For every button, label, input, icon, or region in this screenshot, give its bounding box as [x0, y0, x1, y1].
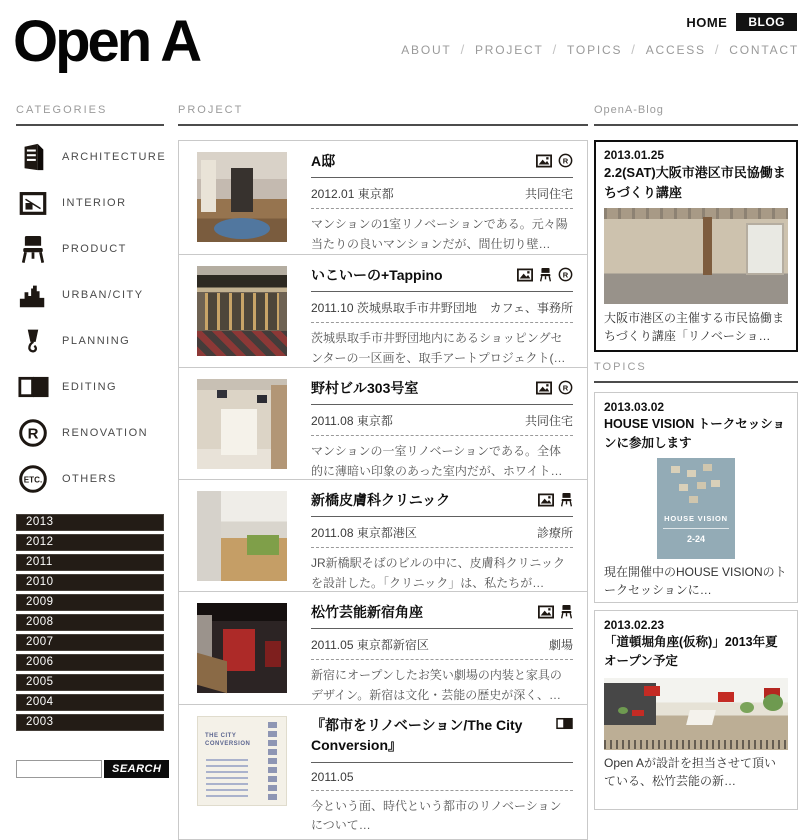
- sidebar-item-others[interactable]: [16, 456, 168, 502]
- project-title-link[interactable]: いこいーの+Tappino: [311, 267, 443, 283]
- chair-icon: [560, 604, 573, 619]
- blog-entry-date: 2013.01.25: [604, 148, 665, 162]
- project-thumbnail[interactable]: [197, 266, 287, 356]
- chair-icon: [560, 492, 573, 507]
- project-description: JR新橋駅そばのビルの中に、皮膚科クリニックを設計した。「クリニック」は、私たちが…: [311, 556, 565, 590]
- sidebar-item-urban-city[interactable]: [16, 272, 168, 318]
- category-label: PLANNING: [62, 335, 131, 347]
- search-area: [16, 760, 169, 778]
- image-icon: [538, 605, 554, 619]
- renovation-r-icon: [558, 380, 573, 395]
- renovation-r-icon: [558, 267, 573, 282]
- project-title-link[interactable]: A邸: [311, 153, 336, 169]
- year-filter-2010[interactable]: 2010: [16, 574, 164, 591]
- blog-entry-excerpt: 大阪市港区の主催する市民協働まちづくり講座「リノベーショ…: [604, 311, 785, 344]
- nav-separator: /: [714, 42, 721, 57]
- sidebar-item-editing[interactable]: [16, 364, 168, 410]
- year-filter-2011[interactable]: 2011: [16, 554, 164, 571]
- topic-excerpt: Open Aが設計を担当させて頂いている、松竹芸能の新…: [604, 755, 777, 788]
- sidebar-item-product[interactable]: [16, 226, 168, 272]
- category-label: RENOVATION: [62, 427, 149, 439]
- project-title-link[interactable]: 『都市をリノベーション/The City Conversion』: [311, 717, 523, 754]
- project-date-location: 2011.05: [311, 769, 354, 784]
- blog-button[interactable]: BLOG: [736, 13, 797, 31]
- blog-entry-title[interactable]: 2.2(SAT)大阪市港区市民協働まちづくり講座: [604, 165, 786, 201]
- category-label: URBAN/CITY: [62, 289, 144, 301]
- image-icon: [536, 381, 552, 395]
- project-category: 共同住宅: [524, 187, 573, 202]
- project-date-location: 2011.08 東京都港区: [311, 526, 417, 541]
- project-thumbnail[interactable]: [197, 603, 287, 693]
- category-label: OTHERS: [62, 473, 117, 485]
- category-label: INTERIOR: [62, 197, 127, 209]
- search-input[interactable]: [16, 760, 102, 778]
- project-thumbnail[interactable]: [197, 491, 287, 581]
- poster-date-text: 2-24: [686, 533, 705, 544]
- etc-icon: [16, 462, 50, 496]
- main-nav: [401, 42, 799, 57]
- year-filter-2003[interactable]: 2003: [16, 714, 164, 731]
- year-filter-2009[interactable]: 2009: [16, 594, 164, 611]
- nav-project[interactable]: PROJECT: [474, 43, 544, 57]
- category-label: ARCHITECTURE: [62, 151, 167, 163]
- year-filter-2005[interactable]: 2005: [16, 674, 164, 691]
- categories-heading: CATEGORIES: [16, 104, 164, 126]
- nav-access[interactable]: ACCESS: [645, 43, 706, 57]
- year-filter-2004[interactable]: 2004: [16, 694, 164, 711]
- project-category: 劇場: [548, 638, 573, 653]
- clip-icon: [16, 324, 50, 358]
- project-category: 診療所: [536, 526, 573, 541]
- open-book-icon: [556, 717, 573, 730]
- city-icon: [16, 278, 50, 312]
- project-list: [178, 140, 588, 840]
- nav-topics[interactable]: TOPICS: [567, 43, 623, 57]
- project-description: 今という面、時代という都市のリノベーションについて…: [311, 798, 562, 833]
- project-row[interactable]: [179, 591, 587, 704]
- project-title-link[interactable]: 新橋皮膚科クリニック: [311, 492, 451, 508]
- interior-icon: [16, 186, 50, 220]
- project-row[interactable]: [179, 367, 587, 479]
- blog-entry-photo: [604, 208, 788, 304]
- project-description: 新宿にオープンしたお笑い劇場の内装と家具のデザイン。新宿は文化・芸能の歴史が深く、…: [311, 668, 562, 702]
- project-row[interactable]: [179, 141, 587, 254]
- project-description: マンションの1室リノベーションである。元々陽当たりの良いマンションだが、間仕切り壁…: [311, 217, 568, 251]
- home-button[interactable]: HOME: [686, 14, 728, 30]
- site-logo[interactable]: Open A: [13, 9, 200, 74]
- nav-separator: /: [631, 42, 637, 57]
- poster-title-text: HOUSE VISION: [664, 513, 728, 523]
- year-filter-2007[interactable]: 2007: [16, 634, 164, 651]
- topic-poster-image: [657, 458, 735, 559]
- blog-heading: OpenA-Blog: [594, 104, 798, 126]
- category-label: EDITING: [62, 381, 118, 393]
- year-filter-2013[interactable]: 2013: [16, 514, 164, 531]
- category-label: PRODUCT: [62, 243, 127, 255]
- year-filter-2012[interactable]: 2012: [16, 534, 164, 551]
- topics-heading: TOPICS: [594, 361, 798, 383]
- topic-entry[interactable]: [594, 392, 798, 603]
- project-category: 共同住宅: [524, 414, 573, 429]
- nav-separator: /: [460, 42, 466, 57]
- project-date-location: 2011.05 東京都新宿区: [311, 638, 429, 653]
- topic-rendering-image: [604, 678, 788, 750]
- sidebar-item-renovation[interactable]: [16, 410, 168, 456]
- project-description: マンションの一室リノベーションである。全体的に薄暗い印象のあった室内だが、ホワイト…: [311, 444, 563, 478]
- topic-entry[interactable]: [594, 610, 798, 810]
- project-title-link[interactable]: 野村ビル303号室: [311, 380, 419, 396]
- project-thumbnail[interactable]: [197, 379, 287, 469]
- project-date-location: 2011.10 茨城県取手市井野団地: [311, 301, 477, 316]
- topic-date: 2013.03.02: [604, 400, 665, 414]
- year-filter-2008[interactable]: 2008: [16, 614, 164, 631]
- nav-about[interactable]: ABOUT: [401, 43, 452, 57]
- project-thumbnail[interactable]: [197, 152, 287, 242]
- project-category: カフェ、事務所: [489, 301, 573, 316]
- year-filter-2006[interactable]: 2006: [16, 654, 164, 671]
- image-icon: [538, 493, 554, 507]
- topic-excerpt: 現在開催中のHOUSE VISIONのトークセッションに…: [604, 564, 787, 597]
- topic-title[interactable]: 「道頓堀角座(仮称)」2013年夏オープン予定: [604, 635, 778, 669]
- project-thumbnail[interactable]: [197, 716, 287, 806]
- project-row[interactable]: [179, 254, 587, 367]
- open-book-icon: [16, 370, 50, 404]
- image-icon: [536, 154, 552, 168]
- blog-entry[interactable]: [594, 140, 798, 352]
- sidebar-item-interior[interactable]: [16, 180, 168, 226]
- sidebar-item-planning[interactable]: [16, 318, 168, 364]
- topic-date: 2013.02.23: [604, 618, 665, 632]
- project-date-location: 2012.01 東京都: [311, 187, 394, 202]
- book-cover-text: THE CITY CONVERSION: [205, 733, 251, 748]
- topbar: [686, 13, 797, 31]
- renovation-r-icon: [558, 153, 573, 168]
- project-title-link[interactable]: 松竹芸能新宿角座: [311, 604, 423, 620]
- chair-icon: [539, 267, 552, 282]
- project-heading: PROJECT: [178, 104, 588, 126]
- project-description: 茨城県取手市井野団地内にあるショッピングセンターの一区画を、取手アートプロジェクト(…: [311, 331, 566, 365]
- search-button[interactable]: SEARCH: [104, 760, 169, 778]
- building-icon: [16, 140, 50, 174]
- project-row[interactable]: [179, 704, 587, 834]
- image-icon: [517, 268, 533, 282]
- topic-title[interactable]: HOUSE VISION トークセッションに参加します: [604, 417, 786, 451]
- nav-contact[interactable]: CONTACT: [729, 43, 799, 57]
- project-date-location: 2011.08 東京都: [311, 414, 393, 429]
- project-row[interactable]: [179, 479, 587, 591]
- renovation-r-icon: [16, 416, 50, 450]
- category-list: [16, 134, 168, 502]
- chair-icon: [16, 232, 50, 266]
- sidebar-item-architecture[interactable]: [16, 134, 168, 180]
- year-archive: [16, 514, 164, 734]
- nav-separator: /: [552, 42, 559, 57]
